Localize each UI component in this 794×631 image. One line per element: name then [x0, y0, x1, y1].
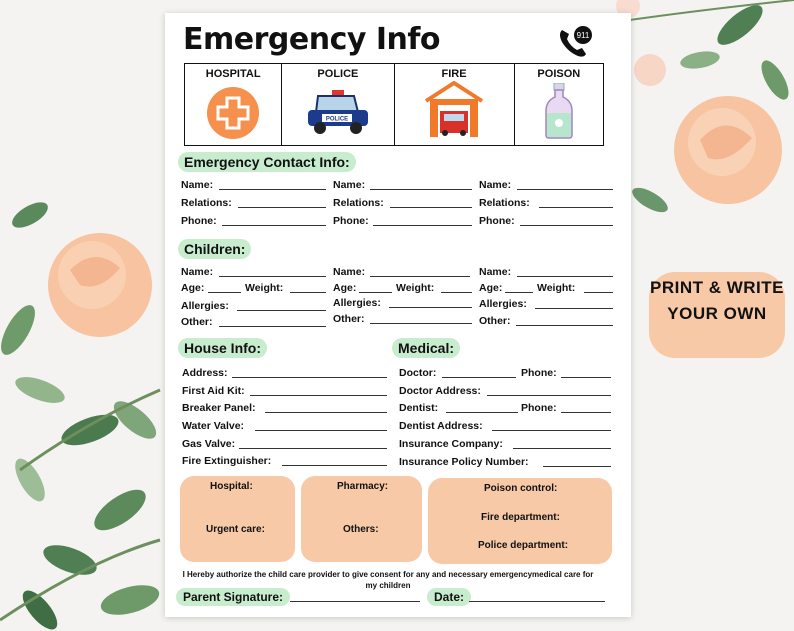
dentist-phone-label: Phone:	[521, 402, 557, 414]
rose-left	[48, 233, 152, 337]
house-info-heading: House Info:	[178, 338, 267, 358]
address-field[interactable]	[232, 377, 387, 378]
dentist-address-field[interactable]	[492, 430, 611, 431]
insurance-company-field[interactable]	[513, 448, 611, 449]
doctor-phone-label: Phone:	[521, 367, 557, 379]
insurance-policy-label: Insurance Policy Number:	[399, 456, 529, 468]
hospital-box-label: Hospital:	[210, 481, 253, 492]
child-1-weight-label: Weight:	[245, 282, 284, 294]
poison-label: POISON	[537, 68, 581, 80]
child-2-weight-field[interactable]	[441, 292, 472, 293]
fire-extinguisher-field[interactable]	[282, 465, 387, 466]
contact-3-name-label: Name:	[479, 179, 512, 191]
fire-cell	[395, 64, 515, 145]
water-valve-field[interactable]	[255, 430, 387, 431]
child-1-allergies-label: Allergies:	[181, 300, 229, 312]
child-1-weight-field[interactable]	[290, 292, 326, 293]
contact-1-relations-field[interactable]	[238, 207, 326, 208]
page-title: Emergency Info	[183, 22, 441, 57]
fire-department-label: Fire department:	[481, 512, 560, 523]
first-aid-kit-label: First Aid Kit:	[182, 385, 245, 397]
poison-control-label: Poison control:	[484, 483, 558, 494]
police-label: POLICE	[317, 68, 359, 80]
contact-1-name-field[interactable]	[219, 189, 326, 190]
hospital-cell	[185, 64, 282, 145]
medical-heading: Medical:	[392, 338, 460, 358]
child-2-age-label: Age:	[333, 282, 357, 294]
child-3-age-field[interactable]	[505, 292, 533, 293]
gas-valve-field[interactable]	[239, 448, 387, 449]
doctor-field[interactable]	[442, 377, 516, 378]
svg-text:911: 911	[576, 31, 590, 40]
child-1-other-label: Other:	[181, 316, 213, 328]
children-heading: Children:	[178, 239, 251, 259]
child-2-other-field[interactable]	[370, 323, 472, 324]
contact-2-name-field[interactable]	[370, 189, 472, 190]
date-label: Date:	[427, 588, 471, 606]
doctor-phone-field[interactable]	[561, 377, 611, 378]
child-3-weight-label: Weight:	[537, 282, 576, 294]
child-1-age-label: Age:	[181, 282, 205, 294]
police-car-icon	[306, 90, 370, 138]
contact-2-phone-label: Phone:	[333, 215, 369, 227]
contact-1-phone-field[interactable]	[222, 225, 326, 226]
fire-station-icon	[424, 81, 484, 137]
dentist-field[interactable]	[446, 412, 518, 413]
breaker-panel-label: Breaker Panel:	[182, 402, 256, 414]
date-field[interactable]	[469, 601, 605, 602]
child-2-name-field[interactable]	[370, 276, 470, 277]
pharmacy-label: Pharmacy:	[337, 481, 389, 492]
child-2-allergies-label: Allergies:	[333, 297, 381, 309]
hospital-cross-icon	[206, 86, 260, 140]
phone-911-icon	[556, 24, 596, 60]
child-3-allergies-field[interactable]	[535, 308, 613, 309]
child-2-age-field[interactable]	[359, 292, 392, 293]
others-label: Others:	[343, 524, 379, 535]
dentist-address-label: Dentist Address:	[399, 420, 483, 432]
emergency-contact-heading: Emergency Contact Info:	[178, 152, 356, 172]
contact-3-relations-label: Relations:	[479, 197, 530, 209]
address-label: Address:	[182, 367, 228, 379]
rose-right	[616, 0, 782, 204]
child-3-other-field[interactable]	[516, 325, 613, 326]
child-3-allergies-label: Allergies:	[479, 298, 527, 310]
parent-signature-label: Parent Signature:	[176, 588, 290, 606]
child-3-name-field[interactable]	[517, 276, 613, 277]
urgent-care-label: Urgent care:	[206, 524, 265, 535]
insurance-policy-field[interactable]	[543, 466, 611, 467]
fire-extinguisher-label: Fire Extinguisher:	[182, 455, 272, 467]
parent-signature-field[interactable]	[290, 601, 420, 602]
police-cell	[282, 64, 394, 145]
doctor-address-field[interactable]	[487, 395, 611, 396]
poison-cell	[515, 64, 603, 145]
water-valve-label: Water Valve:	[182, 420, 245, 432]
emergency-icons-table	[184, 63, 604, 146]
contact-3-phone-label: Phone:	[479, 215, 515, 227]
poison-bottle-icon	[544, 83, 574, 139]
hospital-label: HOSPITAL	[205, 68, 261, 80]
child-1-age-field[interactable]	[208, 292, 241, 293]
child-1-other-field[interactable]	[219, 326, 326, 327]
doctor-address-label: Doctor Address:	[399, 385, 481, 397]
child-3-other-label: Other:	[479, 315, 511, 327]
contact-2-relations-label: Relations:	[333, 197, 384, 209]
contact-1-phone-label: Phone:	[181, 215, 217, 227]
doctor-label: Doctor:	[399, 367, 437, 379]
dentist-phone-field[interactable]	[561, 412, 611, 413]
contact-2-name-label: Name:	[333, 179, 366, 191]
contact-2-phone-field[interactable]	[373, 225, 472, 226]
insurance-company-label: Insurance Company:	[399, 438, 503, 450]
dentist-label: Dentist:	[399, 402, 439, 414]
fire-label: FIRE	[441, 68, 467, 80]
first-aid-kit-field[interactable]	[250, 395, 387, 396]
breaker-panel-field[interactable]	[265, 412, 387, 413]
police-department-label: Police department:	[478, 540, 569, 551]
svg-text:POLICE: POLICE	[325, 116, 349, 123]
authorization-text: I Hereby authorize the child care provider to give consent for any and necessary emergencymedical care for my children	[182, 570, 594, 590]
contact-2-relations-field[interactable]	[390, 207, 472, 208]
child-2-name-label: Name:	[333, 266, 366, 278]
child-2-other-label: Other:	[333, 313, 365, 325]
contact-1-relations-label: Relations:	[181, 197, 232, 209]
child-2-allergies-field[interactable]	[389, 307, 472, 308]
contact-3-phone-field[interactable]	[520, 225, 613, 226]
contact-3-relations-field[interactable]	[539, 207, 613, 208]
child-1-name-label: Name:	[181, 266, 214, 278]
child-2-weight-label: Weight:	[396, 282, 435, 294]
contact-3-name-field[interactable]	[517, 189, 613, 190]
print-write-badge: PRINT & WRITE YOUR OWN	[649, 272, 785, 358]
child-3-age-label: Age:	[479, 282, 503, 294]
child-3-weight-field[interactable]	[584, 292, 613, 293]
child-3-name-label: Name:	[479, 266, 512, 278]
contact-1-name-label: Name:	[181, 179, 214, 191]
child-1-name-field[interactable]	[219, 276, 326, 277]
gas-valve-label: Gas Valve:	[182, 438, 236, 450]
child-1-allergies-field[interactable]	[237, 310, 326, 311]
